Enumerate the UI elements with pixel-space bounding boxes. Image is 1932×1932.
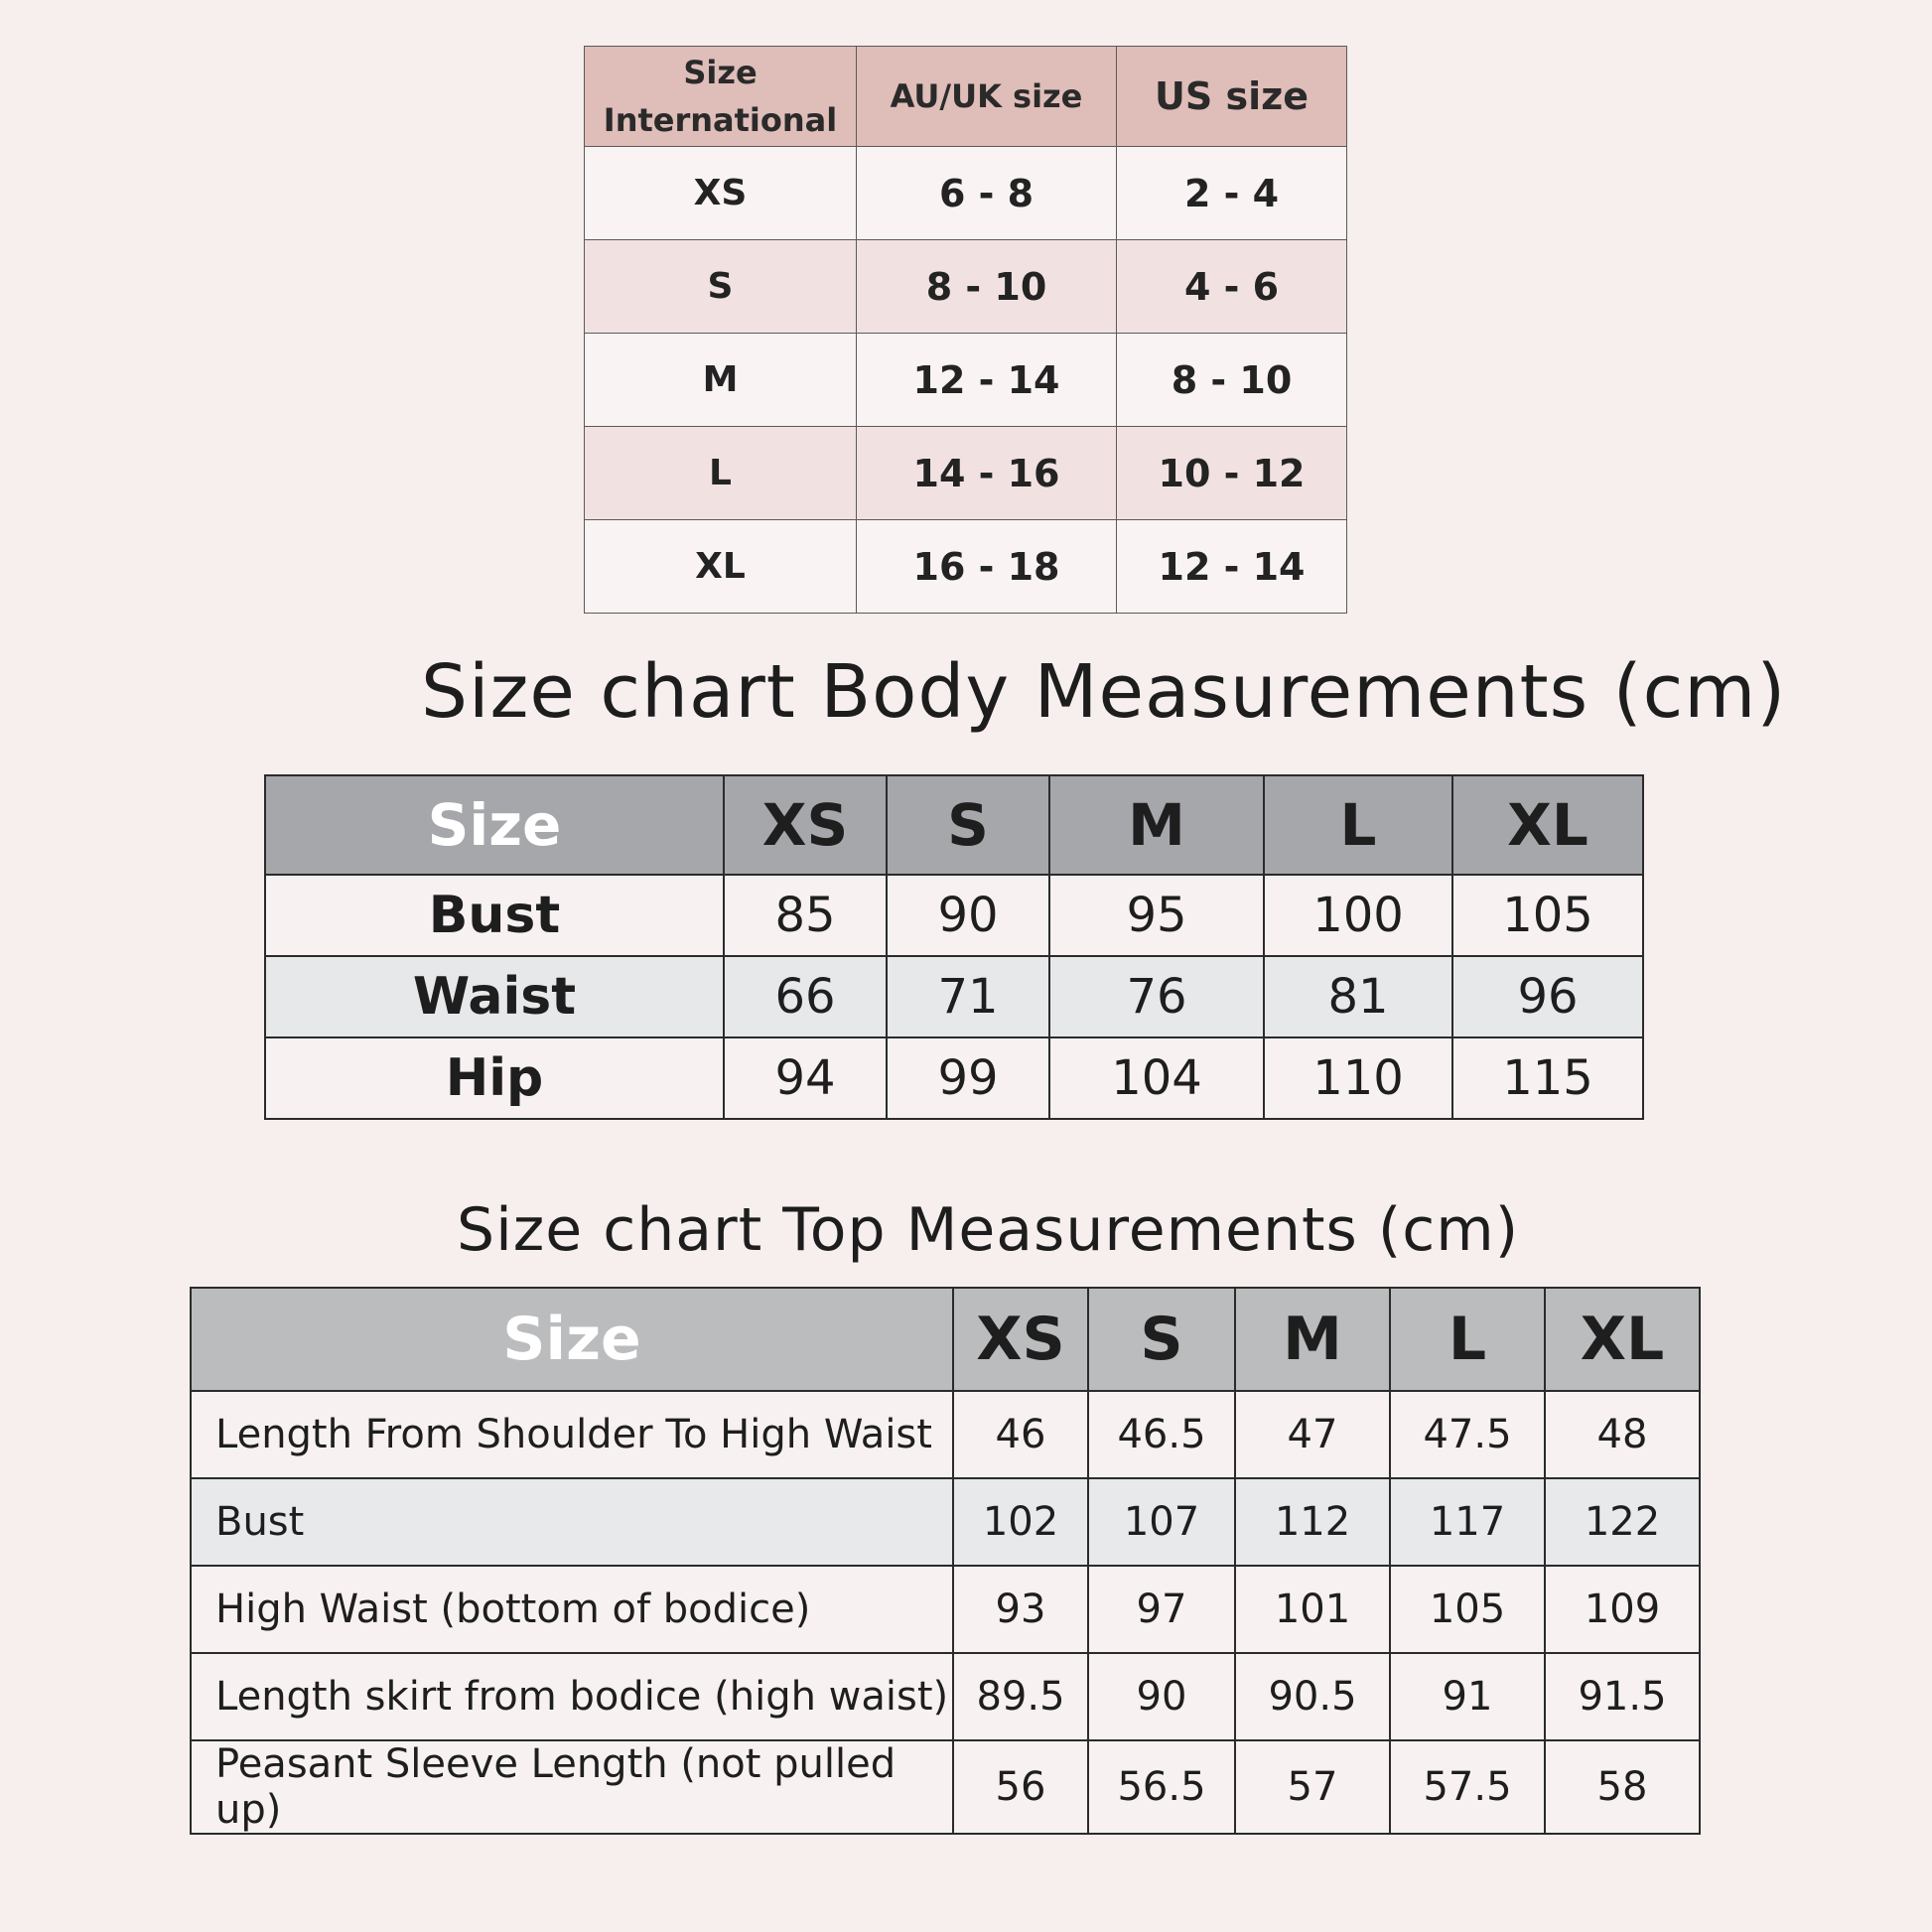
intl-au-uk-cell: 6 - 8 (857, 147, 1117, 240)
top-value-cell: 101 (1235, 1566, 1390, 1653)
top-measurements-table (190, 1287, 1701, 1835)
top-value-cell: 48 (1545, 1391, 1700, 1478)
top-row-length-shoulder (191, 1391, 1700, 1478)
body-header-m: M (1049, 775, 1264, 875)
body-measurements-table (264, 774, 1644, 1120)
top-value-cell: 97 (1088, 1566, 1235, 1653)
body-row-label: Hip (265, 1037, 724, 1119)
intl-header-us: US size (1117, 47, 1347, 147)
body-row-bust (265, 875, 1643, 956)
top-value-cell: 112 (1235, 1478, 1390, 1566)
intl-size-cell: S (585, 240, 857, 334)
body-value-cell: 110 (1264, 1037, 1452, 1119)
top-value-cell: 90 (1088, 1653, 1235, 1740)
body-value-cell: 95 (1049, 875, 1264, 956)
body-header-row (265, 775, 1643, 875)
top-header-xs: XS (953, 1288, 1088, 1391)
intl-au-uk-cell: 8 - 10 (857, 240, 1117, 334)
intl-size-cell: XL (585, 520, 857, 614)
top-value-cell: 91 (1390, 1653, 1545, 1740)
intl-us-cell: 10 - 12 (1117, 427, 1347, 520)
intl-us-cell: 4 - 6 (1117, 240, 1347, 334)
top-header-xl: XL (1545, 1288, 1700, 1391)
top-row-label: Peasant Sleeve Length (not pulled up) (191, 1740, 953, 1834)
top-row-high-waist (191, 1566, 1700, 1653)
body-value-cell: 99 (887, 1037, 1049, 1119)
body-value-cell: 105 (1452, 875, 1643, 956)
top-value-cell: 91.5 (1545, 1653, 1700, 1740)
top-value-cell: 122 (1545, 1478, 1700, 1566)
intl-row-s (585, 240, 1347, 334)
intl-header-size-international: Size International (585, 47, 857, 147)
top-row-length-skirt (191, 1653, 1700, 1740)
intl-us-cell: 8 - 10 (1117, 334, 1347, 427)
body-value-cell: 115 (1452, 1037, 1643, 1119)
body-header-size: Size (265, 775, 724, 875)
body-header-xl: XL (1452, 775, 1643, 875)
body-value-cell: 96 (1452, 956, 1643, 1037)
body-chart-title: Size chart Body Measurements (cm) (421, 649, 1787, 735)
body-value-cell: 104 (1049, 1037, 1264, 1119)
top-value-cell: 56 (953, 1740, 1088, 1834)
top-value-cell: 105 (1390, 1566, 1545, 1653)
intl-size-cell: M (585, 334, 857, 427)
body-value-cell: 90 (887, 875, 1049, 956)
body-header-s: S (887, 775, 1049, 875)
body-row-hip (265, 1037, 1643, 1119)
top-value-cell: 46.5 (1088, 1391, 1235, 1478)
top-row-sleeve-length (191, 1740, 1700, 1834)
intl-us-cell: 12 - 14 (1117, 520, 1347, 614)
top-value-cell: 90.5 (1235, 1653, 1390, 1740)
intl-row-m (585, 334, 1347, 427)
intl-row-xs (585, 147, 1347, 240)
top-value-cell: 89.5 (953, 1653, 1088, 1740)
body-header-xs: XS (724, 775, 887, 875)
intl-us-cell: 2 - 4 (1117, 147, 1347, 240)
body-value-cell: 94 (724, 1037, 887, 1119)
top-header-row (191, 1288, 1700, 1391)
top-value-cell: 117 (1390, 1478, 1545, 1566)
body-row-label: Waist (265, 956, 724, 1037)
top-value-cell: 47 (1235, 1391, 1390, 1478)
top-header-s: S (1088, 1288, 1235, 1391)
body-value-cell: 76 (1049, 956, 1264, 1037)
top-row-label: Length skirt from bodice (high waist) (191, 1653, 953, 1740)
international-size-table (584, 46, 1347, 614)
top-value-cell: 107 (1088, 1478, 1235, 1566)
top-value-cell: 57 (1235, 1740, 1390, 1834)
intl-size-cell: L (585, 427, 857, 520)
top-value-cell: 47.5 (1390, 1391, 1545, 1478)
body-row-waist (265, 956, 1643, 1037)
top-value-cell: 109 (1545, 1566, 1700, 1653)
top-value-cell: 56.5 (1088, 1740, 1235, 1834)
top-row-label: Length From Shoulder To High Waist (191, 1391, 953, 1478)
top-value-cell: 57.5 (1390, 1740, 1545, 1834)
body-row-label: Bust (265, 875, 724, 956)
top-value-cell: 46 (953, 1391, 1088, 1478)
intl-header-au-uk: AU/UK size (857, 47, 1117, 147)
top-row-label: Bust (191, 1478, 953, 1566)
top-header-m: M (1235, 1288, 1390, 1391)
body-value-cell: 100 (1264, 875, 1452, 956)
intl-au-uk-cell: 16 - 18 (857, 520, 1117, 614)
body-header-l: L (1264, 775, 1452, 875)
top-header-size: Size (191, 1288, 953, 1391)
top-row-bust (191, 1478, 1700, 1566)
body-value-cell: 81 (1264, 956, 1452, 1037)
body-value-cell: 66 (724, 956, 887, 1037)
top-header-l: L (1390, 1288, 1545, 1391)
intl-row-l (585, 427, 1347, 520)
body-value-cell: 85 (724, 875, 887, 956)
top-value-cell: 102 (953, 1478, 1088, 1566)
top-value-cell: 93 (953, 1566, 1088, 1653)
body-value-cell: 71 (887, 956, 1049, 1037)
top-value-cell: 58 (1545, 1740, 1700, 1834)
top-chart-title: Size chart Top Measurements (cm) (457, 1195, 1520, 1265)
intl-size-cell: XS (585, 147, 857, 240)
top-row-label: High Waist (bottom of bodice) (191, 1566, 953, 1653)
intl-header-row (585, 47, 1347, 147)
intl-au-uk-cell: 12 - 14 (857, 334, 1117, 427)
intl-au-uk-cell: 14 - 16 (857, 427, 1117, 520)
intl-row-xl (585, 520, 1347, 614)
